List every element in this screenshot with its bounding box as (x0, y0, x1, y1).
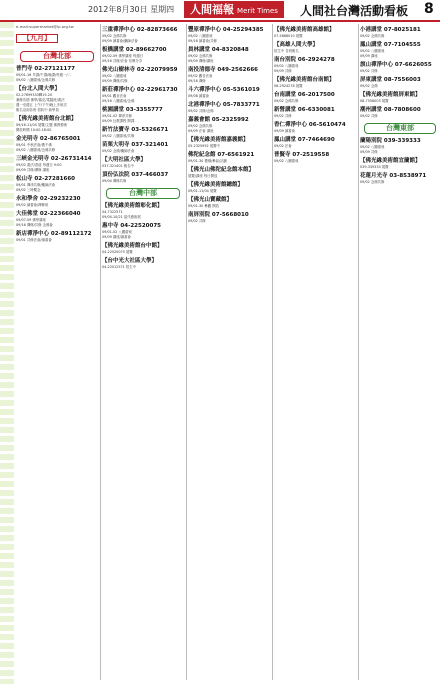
event-details (188, 34, 270, 44)
event-line: 09/02 八關齋戒 (360, 145, 385, 149)
event-line: 09/09 禪修/共修 (102, 79, 128, 83)
event-details (360, 180, 440, 185)
event-title: 南投清德寺 049-2562666 (188, 67, 258, 73)
event-details (102, 74, 184, 84)
column-5 (360, 24, 440, 680)
event-line: 09/02-09 佛學講座 每週日 (102, 54, 144, 58)
event-line: 09/09 社教課程 開課 (102, 119, 135, 123)
event-details (16, 93, 98, 113)
event-line: 報名洽詢各班 招收中 新學員 (16, 108, 59, 112)
event-details (360, 49, 440, 59)
column-divider (358, 24, 359, 680)
event-line: 09/02 八關齋戒 (274, 64, 299, 68)
event-details (16, 203, 98, 208)
event-list (102, 27, 184, 184)
event-line: 09/16 八關齋戒/念佛 (102, 99, 135, 103)
event-title: 【台中光大社區大學】 (102, 258, 158, 264)
event-details (16, 143, 98, 153)
event-line: 招生中 各班報名 (274, 49, 299, 53)
decorative-strip (0, 22, 14, 684)
event-line: 09/02 八關齋戒 (188, 34, 213, 38)
event-title: 新莊禪淨中心 02-22961730 (102, 87, 178, 93)
logo-main: 人間福報 (190, 3, 235, 16)
event-details (16, 238, 98, 243)
event-line: 09/01-02 禪淨共修 (102, 114, 132, 118)
event-title: 潮州講堂 08-7808600 (360, 107, 421, 113)
event-title: 永和學舍 02-29232230 (16, 196, 81, 202)
page-title: 人間社台灣活動看板 (300, 4, 409, 18)
event-line: 09/02 八關齋戒 (102, 74, 127, 78)
region-north-banner: 台灣北部 (20, 51, 94, 62)
event-details (102, 114, 184, 124)
event-details (360, 165, 440, 170)
event-line: 09/02 念佛共修 (102, 34, 127, 38)
event-title: 員林講堂 04-8320848 (188, 47, 249, 53)
event-line: 09/01 中秋法會/禮千佛 (16, 143, 52, 147)
event-line: 09/01 共修法會/讀書會 (16, 238, 52, 242)
event-title: 花蓮月光寺 03-8538971 (360, 173, 427, 179)
event-details (102, 164, 184, 169)
event-line: 09/02 念佛/藥師法會 (102, 149, 135, 153)
event-line: 09/07-09 佛學講座 (16, 218, 46, 222)
event-line: 09/02 讀書會/禪修班 (16, 203, 49, 207)
event-line: 08-7556003 展覽 (360, 99, 389, 103)
event-details (188, 124, 270, 134)
event-title: 三重禪淨中心 02-82873666 (102, 27, 178, 33)
event-line: 09/02 念佛共修 (360, 180, 385, 184)
masthead (0, 0, 440, 22)
event-title: 金光明寺 02-86765001 (16, 136, 81, 142)
event-line: 09/02 共修 (188, 219, 206, 223)
event-title: 【佛光緣美術館台南館】 (274, 77, 335, 83)
event-title: 【佛光緣美術館高雄館】 (274, 27, 335, 33)
event-title: 鳳山講堂 07-7464690 (274, 137, 335, 143)
event-title: 普賢寺 07-2519558 (274, 152, 330, 158)
event-line: 09/16 共修/法會 信眾分享 (102, 59, 143, 63)
column-4 (274, 24, 356, 680)
event-title: 【高雄人間大學】 (274, 42, 319, 48)
event-line: 09/09 讀書會/藥師法會 (102, 39, 138, 43)
event-line: 09/16 禪修 (188, 79, 206, 83)
event-details (188, 54, 270, 64)
event-line: 09/09 禪修/講座 (188, 59, 214, 63)
event-line: 02-27699333轉19-20 (16, 93, 53, 97)
event-line: 09/16 禪修/共修 念佛會 (16, 223, 53, 227)
event-details (360, 84, 440, 89)
event-line: 09/02 念佛共修 (360, 34, 385, 38)
event-details (188, 74, 270, 84)
event-details (16, 183, 98, 193)
event-details (102, 94, 184, 104)
event-title: 南屏別院 07-5668010 (188, 212, 249, 218)
contact-email: e-mail:supermarket@lp.org.tw (16, 24, 74, 29)
event-line: 週一至週五 上午/下午/晚上多班次 (16, 103, 67, 107)
event-line: 09/02 八關齋戒/共修 (102, 134, 135, 138)
event-title: 【佛光緣美術館嘉義館】 (188, 137, 249, 143)
event-details (188, 109, 270, 114)
event-line: 開放時間 10:00-18:00 (16, 128, 52, 132)
event-title: 佛陀紀念館 07-6561921 (188, 152, 255, 158)
event-details (274, 159, 356, 164)
event-line: 04-7322571 (102, 210, 123, 214)
event-details (102, 179, 184, 184)
event-line: 09/04-10/21 當代藝術展 (102, 215, 141, 219)
event-details (274, 64, 356, 74)
event-line: 09/02 書法/香道 每週日 9:00 (16, 163, 62, 167)
event-list (274, 27, 356, 164)
event-line: 037-321401 報名中 (102, 164, 134, 168)
event-line: 09/09 共修/禪修 講座 (16, 168, 50, 172)
event-line: 09/09 讀書會 (274, 129, 296, 133)
event-title: 【佛光緣美術館屏東館】 (360, 92, 421, 98)
event-title: 【佛光緣美術館彰化館】 (102, 203, 163, 209)
column-divider (272, 24, 273, 680)
event-details (274, 99, 356, 104)
event-line: 09/01-30 禮佛/參訪/活動 (188, 159, 228, 163)
event-title: 頂份弘法院 037-466037 (102, 172, 169, 178)
column-3 (188, 24, 270, 680)
event-list (360, 27, 440, 119)
event-title: 蘭陽別院 039-339333 (360, 138, 421, 144)
event-details (188, 219, 270, 224)
event-line: 09/02 三時繫念 (16, 188, 41, 192)
event-title: 鳳山講堂 07-7104555 (360, 42, 421, 48)
event-title: 新竹法寶寺 03-5326671 (102, 127, 169, 133)
event-line: 09/02 八關齋戒/念佛共修 (16, 148, 56, 152)
event-line: 04-22012571 招生中 (102, 265, 137, 269)
column-divider (100, 24, 101, 680)
event-details (274, 129, 356, 134)
event-line: 09/16-11/04 展覽/主題 佛教藝術 (16, 123, 68, 127)
event-title: 斗六禪淨中心 05-5361019 (188, 87, 260, 93)
event-line: 09/01 觀音法會 (102, 94, 127, 98)
event-title: 【大明社區大學】 (102, 157, 147, 163)
event-title: 松山寺 02-27281660 (16, 176, 75, 182)
event-title: 台南講堂 06-2017500 (274, 92, 335, 98)
event-title: 新營講堂 06-6330081 (274, 107, 335, 113)
event-title: 豐原禪淨中心 04-25294385 (188, 27, 264, 33)
event-line: 09/04 禪修共修 (102, 179, 127, 183)
event-line: 06-2924278 展覽 (274, 84, 303, 88)
event-list (16, 66, 98, 243)
event-details (188, 204, 270, 209)
event-title: 【佛光緣美術館台中館】 (102, 243, 163, 249)
event-line: 09/01-11/04 展覽 (188, 189, 217, 193)
event-details (102, 230, 184, 240)
event-details (102, 250, 184, 255)
event-line: 09/02 念佛共修 (274, 99, 299, 103)
event-details (274, 144, 356, 149)
event-details (274, 114, 356, 119)
event-line: 09/02 念佛共修 (188, 54, 213, 58)
event-details (188, 144, 270, 149)
event-line: 09/02 觀音法會 (188, 74, 213, 78)
event-line: 09/02 共修 (360, 69, 378, 73)
event-title: 佛光山樹林寺 02-22079959 (102, 67, 178, 73)
event-details (360, 34, 440, 39)
event-line: 09/02 念佛 (360, 84, 378, 88)
event-title: 三峽金光明寺 02-26731414 (16, 156, 92, 162)
event-line: 09/09 法會 講座 (188, 129, 214, 133)
event-details (102, 149, 184, 154)
event-title: 香仁禪淨中心 06-5610474 (274, 122, 346, 128)
event-title: 【佛光緣美術館總館】 (188, 182, 244, 188)
event-title: 桃園講堂 03-3355777 (102, 107, 163, 113)
event-details (16, 218, 98, 228)
event-title: 【台北人間大學】 (16, 86, 61, 92)
event-line: 09/02 念佛共修 (188, 124, 213, 128)
event-title: 嘉義會館 05-2325992 (188, 117, 249, 123)
event-line: 09/01-16 早課/午課/晚課/每週一/二 (16, 73, 71, 77)
event-details (102, 54, 184, 64)
event-line: 09/02 八關齋戒 (360, 49, 385, 53)
month-heading: 【九月】 (16, 34, 58, 43)
event-line: 07-5668010 展覽 (274, 34, 303, 38)
event-line: 09/16 讀書會/共修 (188, 39, 217, 43)
region-central-banner: 台灣中部 (106, 188, 180, 199)
event-title: 大佳佛堂 02-22366040 (16, 211, 81, 217)
event-details (16, 73, 98, 83)
event-title: 板橋講堂 02-89662700 (102, 47, 167, 53)
region-east-banner: 台灣東部 (364, 123, 436, 134)
event-details (188, 189, 270, 194)
event-line: 09/02 共修/念佛 (188, 109, 214, 113)
event-line: 09/09 共修 (360, 150, 378, 154)
column-2 (102, 24, 184, 680)
event-line: 039-339333 展覽 (360, 165, 389, 169)
event-line: 09/01-30 參觀 開放 (188, 204, 220, 208)
event-line: 兼修功德 佛學/插花/電腦班/書法 (16, 98, 65, 102)
event-line: 09/09 講座/讀書會 (102, 235, 131, 239)
event-details (102, 34, 184, 44)
column-divider (186, 24, 187, 680)
event-details (360, 145, 440, 155)
event-list (102, 203, 184, 270)
event-line: 05-2325992 展覽中 (188, 144, 220, 148)
event-line: 展覽/講座 每日開放 (188, 174, 218, 178)
event-title: 小港講堂 07-8025181 (360, 27, 421, 33)
event-line: 09/02 共修 (274, 114, 292, 118)
event-details (102, 210, 184, 220)
event-list (188, 27, 270, 224)
event-list (360, 138, 440, 185)
event-line: 09/09 講座 (360, 54, 378, 58)
event-title: 南台別院 06-2924278 (274, 57, 335, 63)
event-details (102, 134, 184, 139)
logo-sub: Merit Times (237, 7, 278, 15)
event-details (360, 114, 440, 119)
column-1 (16, 24, 98, 680)
newspaper-logo (184, 1, 284, 18)
event-title: 北港禪淨中心 05-7833771 (188, 102, 260, 108)
event-details (16, 123, 98, 133)
event-details (16, 163, 98, 173)
event-details (188, 94, 270, 99)
event-line: 09/02 法會 (274, 144, 292, 148)
event-details (274, 84, 356, 89)
event-details (188, 159, 270, 164)
event-line: 09/08 讀書會 (188, 94, 210, 98)
event-details (360, 99, 440, 104)
event-title: 苗栗大明寺 037-321401 (102, 142, 169, 148)
event-details (102, 265, 184, 270)
event-line: 04-22520075 展覽 (102, 250, 133, 254)
event-line: 09/02 八關齋戒 (274, 159, 299, 163)
event-line: 09/09 共修 (274, 69, 292, 73)
event-title: 【佛光緣美術館台北館】 (16, 116, 77, 122)
event-line: 09/02 八關齋戒/念佛共修 (16, 78, 56, 82)
event-title: 普門寺 02-27121177 (16, 66, 75, 72)
event-title: 旗山禪淨中心 07-6626055 (360, 62, 432, 68)
event-details (360, 69, 440, 74)
event-line: 09/01 禪淨共修/藥師法會 (16, 183, 56, 187)
issue-date: 2012年8月30日 星期四 (88, 5, 175, 14)
event-title: 【佛光山寶藏館】 (188, 197, 233, 203)
event-line: 09/01-02 八關齋戒 (102, 230, 132, 234)
event-details (274, 34, 356, 39)
event-title: 【佛光山佛陀紀念館本館】 (188, 167, 255, 173)
event-title: 惠中寺 04-22520075 (102, 223, 161, 229)
event-title: 新店禪淨中心 02-89112172 (16, 231, 92, 237)
page-number: 8 (424, 1, 434, 17)
event-title: 屏東講堂 08-7556003 (360, 77, 421, 83)
event-details (188, 174, 270, 179)
event-details (274, 49, 356, 54)
event-line: 09/02 共修 (360, 114, 378, 118)
event-title: 【佛光緣美術館宜蘭館】 (360, 158, 421, 164)
